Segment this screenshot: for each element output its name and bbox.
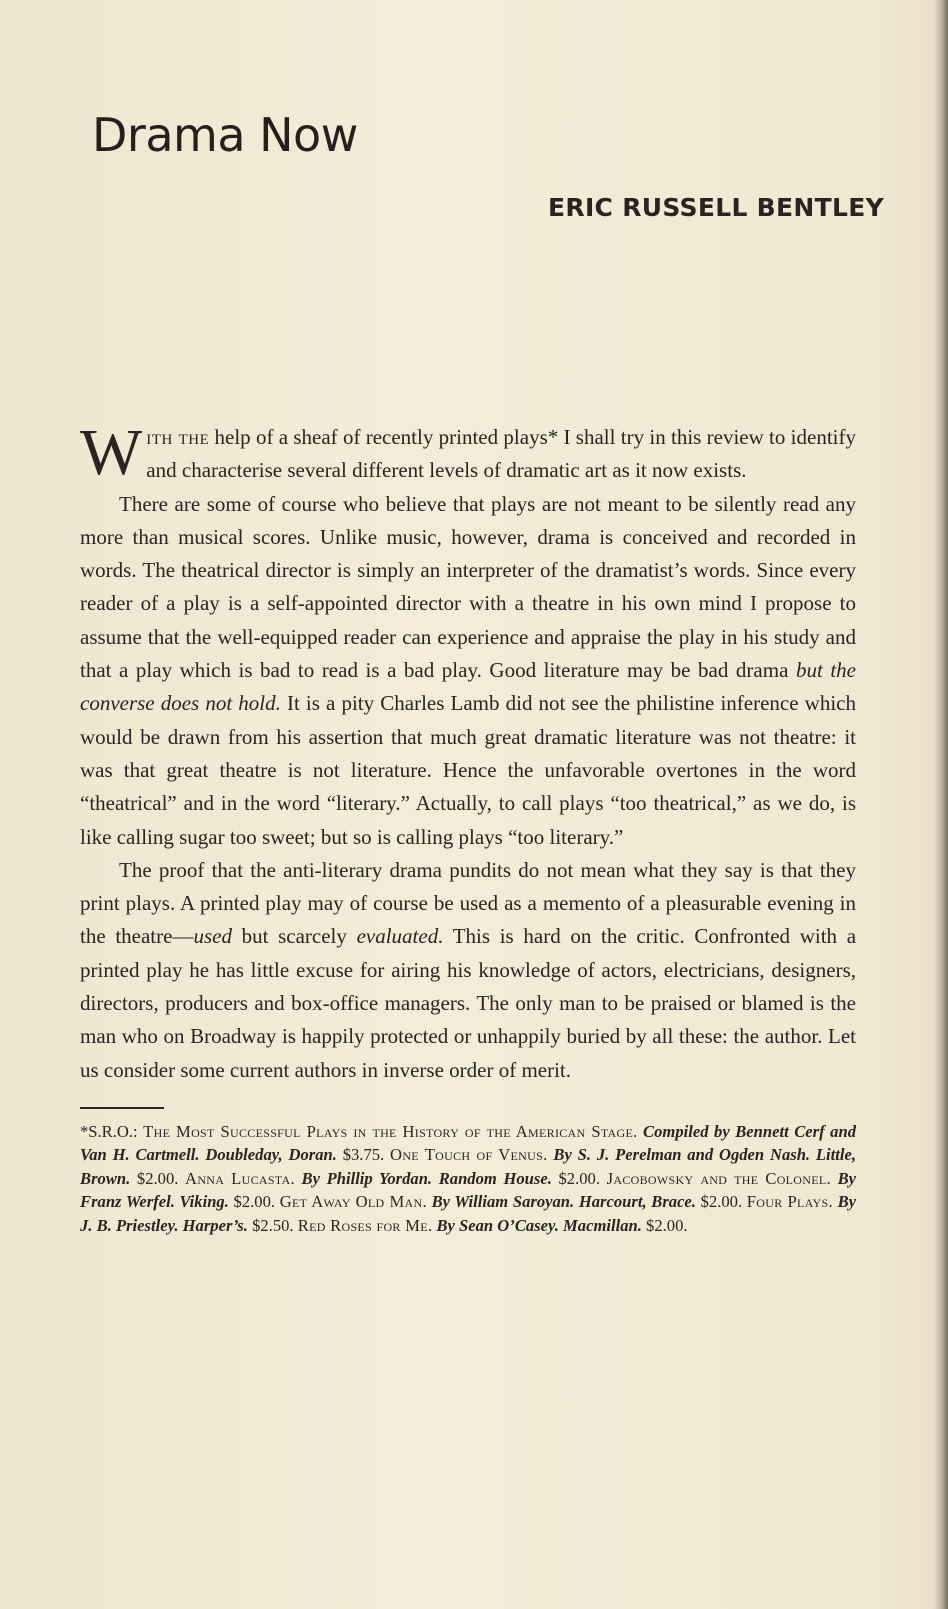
paragraph-2-italic: but the converse does not hold. — [80, 658, 856, 716]
paragraph-3 — [80, 854, 856, 1087]
footnote-book-publication: By Phillip Yordan. Random House. — [294, 1168, 552, 1188]
paragraph-2 — [80, 488, 856, 854]
article-body — [80, 416, 857, 1087]
footnote-book-price: $2.00. — [641, 1215, 688, 1235]
footnote-book-price: $2.00. — [551, 1168, 607, 1188]
lead-in-smallcaps: ith the — [146, 425, 210, 449]
paragraph-1-text: help of a sheaf of recently printed plays* I shall try in this review to identify and characterise several different levels of dramatic art as it now exists. — [146, 425, 856, 483]
paragraph-3-text-b: but scarcely — [231, 924, 357, 949]
footnote-rule — [80, 1107, 164, 1109]
footnote-book-publication: By William Saroyan. Harcourt, Brace. — [426, 1192, 696, 1212]
paragraph-3-italic-evaluated: evaluated. — [356, 924, 444, 949]
footnote-book-publication: By J. B. Priestley. Harper’s. — [80, 1192, 857, 1235]
footnote-book-title: The Most Successful Plays in the History of the American Stage. — [143, 1122, 638, 1141]
paragraph-2-text-b: It is a pity Charles Lamb did not see the philistine inference which would be drawn from his assertion that much great dramatic literature was not theatre: it was that great theatre is not literature. Hence the unfavorable overtones in the word “theatrical” and in the word “literary.” Actually, to call plays “too theatrical,” as we do, is like calling sugar too sweet; but so is calling plays “too literary.” — [80, 691, 856, 849]
footnote-book-title: Four Plays. — [746, 1192, 833, 1212]
footnote-book-publication: Compiled by Bennett Cerf and Van H. Cartmell. Doubleday, Doran. — [80, 1122, 857, 1165]
paragraph-3-italic-used: used — [193, 924, 232, 949]
footnote-marker: *S.R.O.: — [80, 1122, 144, 1141]
article-title: Drama Now — [92, 108, 358, 162]
footnote-book-price: $3.75. — [336, 1145, 391, 1165]
footnote-book-publication: By Franz Werfel. Viking. — [80, 1168, 857, 1212]
footnote-text — [80, 1120, 856, 1237]
paragraph-3-text-c: This is hard on the critic. Confronted with a printed play he has little excuse for airing his knowledge of actors, electricians, designers, directors, producers and box-office managers. The only man to be praised or blamed is the man who on Broadway is happily protected or unhappily buried by all these: the author. Let us consider some current authors in inverse order of merit. — [80, 924, 857, 1082]
footnote-book-price: $2.00. — [228, 1192, 280, 1212]
footnote-book-publication: By Sean O’Casey. Macmillan. — [432, 1215, 642, 1235]
page-edge-shadow — [934, 0, 948, 1609]
footnote-book-title: Anna Lucasta. — [185, 1168, 295, 1188]
footnote-book-price: $2.00. — [130, 1168, 186, 1188]
drop-cap: W — [80, 416, 143, 489]
footnote-book-price: $2.50. — [247, 1215, 298, 1235]
footnote-book-price: $2.00. — [695, 1192, 747, 1212]
paragraph-2-text-a: There are some of course who believe that plays are not meant to be silently read any more than musical scores. Unlike music, however, drama is conceived and recorded in words. The theatrical director is simply an interpreter of the dramatist’s words. Since every reader of a play is a self-appointed director with a theatre in his own mind I propose to assume that the well-equipped reader can experience and appraise the play in his study and that a play which is bad to read is a bad play. Good literature may be bad drama — [80, 491, 856, 683]
footnote-book-publication: By S. J. Perelman and Ogden Nash. Little, Brown. — [80, 1145, 856, 1188]
footnote-book-title: Jacobowsky and the Colonel. — [606, 1168, 831, 1188]
footnote-book-title: Get Away Old Man. — [279, 1192, 427, 1212]
paragraph-3-text-a: The proof that the anti-literary drama pundits do not mean what they say is that they print plays. A printed play may of course be used as a memento of a pleasurable evening in the theatre— — [80, 857, 856, 949]
footnote-book-title: Red Roses for Me. — [297, 1215, 433, 1235]
article-author: ERIC RUSSELL BENTLEY — [548, 193, 884, 222]
footnote-book-title: One Touch of Venus. — [390, 1145, 548, 1165]
footnote — [80, 1120, 856, 1237]
paragraph-1 — [80, 416, 856, 489]
